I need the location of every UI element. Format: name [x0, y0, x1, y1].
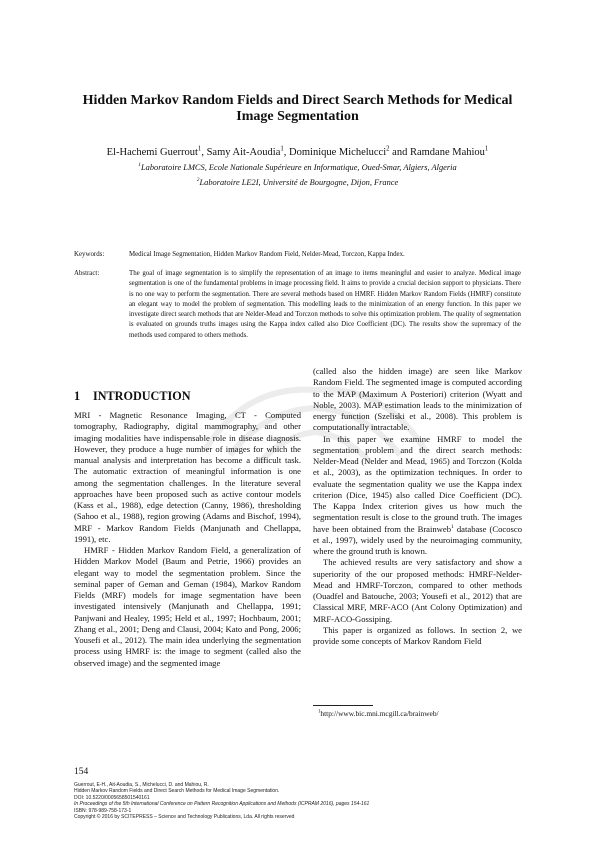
- author-affil-mark: 1: [484, 145, 489, 153]
- body-paragraph: This paper is organized as follows. In section 2, we provide some concepts of Markov Random Field: [313, 624, 522, 646]
- footer-line: In Proceedings of the 5th International Conference on Pattern Recognition Applications and Methods (ICPRAM 2016), pages 154-161: [74, 801, 370, 808]
- section-heading: [74, 389, 191, 403]
- author-separator: ,: [283, 147, 290, 158]
- affiliation: [60, 163, 535, 173]
- page-number: 154: [74, 767, 89, 777]
- affiliation-text: Laboratoire LE2I, Université de Bourgogne, Dijon, France: [199, 178, 399, 187]
- abstract-label: Abstract:: [74, 270, 100, 277]
- footnote-divider: [313, 705, 373, 706]
- affiliation-mark: 2: [196, 177, 200, 184]
- footnote-ref: 1: [451, 523, 454, 530]
- footnote: [318, 709, 439, 719]
- section-number: 1: [74, 389, 81, 403]
- body-paragraph: [313, 434, 522, 558]
- footer-line: DOI: 10.5220/0005658501540161: [74, 794, 150, 801]
- author-separator: ,: [201, 147, 207, 158]
- author-conjunction: and: [389, 147, 410, 158]
- author-name: Ramdane Mahiou: [409, 147, 485, 158]
- footer-line: ISBN: 978-989-758-173-1: [74, 807, 132, 814]
- footer-line: Guerrout, E-H., Ait-Aoudia, S., Michelucci, D. and Mahiou, R.: [74, 782, 209, 788]
- footer-line: Hidden Markov Random Fields and Direct Search Methods for Medical Image Segmentation.: [74, 788, 280, 795]
- citation-footer: [74, 782, 534, 820]
- title-line-2: Image Segmentation: [236, 109, 359, 124]
- author-affil-mark: 2: [386, 145, 390, 153]
- abstract-text: The goal of image segmentation is to simplify the representation of an image to items meaningful and easier to analyze. Medical image segmentation is one of the fundamental problems in image processing field. It aims to provide a crucial decision support to physicians. There is no one way to perform the segmentation. There are several methods based on HMRF. Hidden Markov Random Fields (HMRF) constitute an elegant way to model the problem of segmentation. This modelling leads to the minimization of an energy function. In this paper we investigate direct search methods that are Nelder-Mead and Torczon methods to solve this optimization problem. The quality of segmentation is evaluated on grounds truths images using the Kappa index called also Dice Coefficient (DC). The results show the supremacy of the methods used compared to others methods.: [129, 270, 521, 339]
- body-text: In this paper we examine HMRF to model the segmentation problem and the direct search methods: Nelder-Mead (Nelder and Mead, 1965) and Torczon (Kolda et al., 2003), as the optimization techniques. In order to evaluate the segmentation quality we use the Kappa index criterion (Dice, 1945) also called Dice Coefficient (DC). The Kappa Index criterion gives us how much the segmentation result is close to the ground truth. The images have been obtained from the Brainweb: [313, 433, 522, 534]
- author-affil-mark: 1: [197, 145, 202, 153]
- author-list: [60, 147, 535, 159]
- body-paragraph: The achieved results are very satisfactory and show a superiority of the our proposed methods: HMRF-Nelder-Mead and HMRF-Torczon, compared to other methods (Ouadfel and Batouche, 2003; Yousefi et al., 2012) that are Classical MRF, MRF-ACO (Ant Colony Optimization) and MRF-ACO-Gossiping.: [313, 557, 522, 624]
- author-name: El-Hachemi Guerrout: [106, 147, 198, 158]
- paper-title: [60, 93, 535, 125]
- affiliation-mark: 1: [138, 162, 142, 169]
- body-paragraph: HMRF - Hidden Markov Random Field, a generalization of Hidden Markov Model (Baum and Petrie, 1966) provides an elegant way to model the segmentation problem. Since the seminal paper of Geman and Geman (1984), Markov Random Fields (MRF) models for image segmentation have been investigated intensively (Manjunath and Chellappa, 1991; Panjwani and Healey, 1995; Held et al., 1997; Hochbaum, 2001; Zhang et al., 2001; Deng and Clausi, 2004; Kato and Pong, 2006; Yousefi et al., 2012). The main idea underlying the segmentation process using HMRF is: the image to segment (called also the observed image) and the segmented image: [74, 545, 301, 668]
- body-paragraph: MRI - Magnetic Resonance Imaging, CT - Computed tomography, Radiography, digital mammography, and other imaging modalities have indispensable role in disease diagnosis. However, they produce a huge number of images for which the manual analysis and interpretation has become a difficult task. The automatic extraction of meaningful information is one among the segmentation challenges. In the literature several approaches have been proposed such as active contour models (Kass et al., 1988), edge detection (Canny, 1986), thresholding (Sahoo et al., 1988), region growing (Adams and Bischof, 1994), MRF - Markov Random Fields (Manjunath and Chellappa, 1991), etc.: [74, 410, 301, 544]
- footnote-url[interactable]: http://www.bic.mni.mcgill.ca/brainweb/: [320, 709, 439, 718]
- footer-line: Copyright © 2016 by SCITEPRESS – Science and Technology Publications, Lda. All rights reserved: [74, 814, 295, 821]
- title-line-1: Hidden Markov Random Fields and Direct Search Methods for Medical: [82, 93, 513, 108]
- keywords-text: Medical Image Segmentation, Hidden Markov Random Field, Nelder-Mead, Torczon, Kappa Index.: [129, 251, 405, 258]
- author-name: Dominique Michelucci: [289, 147, 387, 158]
- author-name: Samy Ait-Aoudia: [206, 147, 281, 158]
- author-affil-mark: 1: [280, 145, 284, 153]
- body-paragraph: (called also the hidden image) are seen like Markov Random Field. The segmented image is computed according to the MAP (Maximum A Posteriori) criterion (Wyatt and Noble, 2003). MAP estimation leads to the minimization of energy function (Szeliski et al., 2008). This problem is computationally intractable.: [313, 366, 522, 433]
- section-title: INTRODUCTION: [93, 389, 191, 403]
- footnote-mark: 1: [318, 709, 321, 715]
- keywords-label: Keywords:: [74, 251, 105, 258]
- affiliation-text: Laboratoire LMCS, Ecole Nationale Supérieure en Informatique, Oued-Smar, Algiers, Algeria: [141, 163, 457, 172]
- left-column: [74, 410, 301, 669]
- affiliation: [60, 178, 535, 188]
- body-text: database (Cocosco et al., 1997), widely used by the neuroimaging community, where the ground truth is known.: [313, 523, 522, 556]
- right-column: [313, 366, 522, 647]
